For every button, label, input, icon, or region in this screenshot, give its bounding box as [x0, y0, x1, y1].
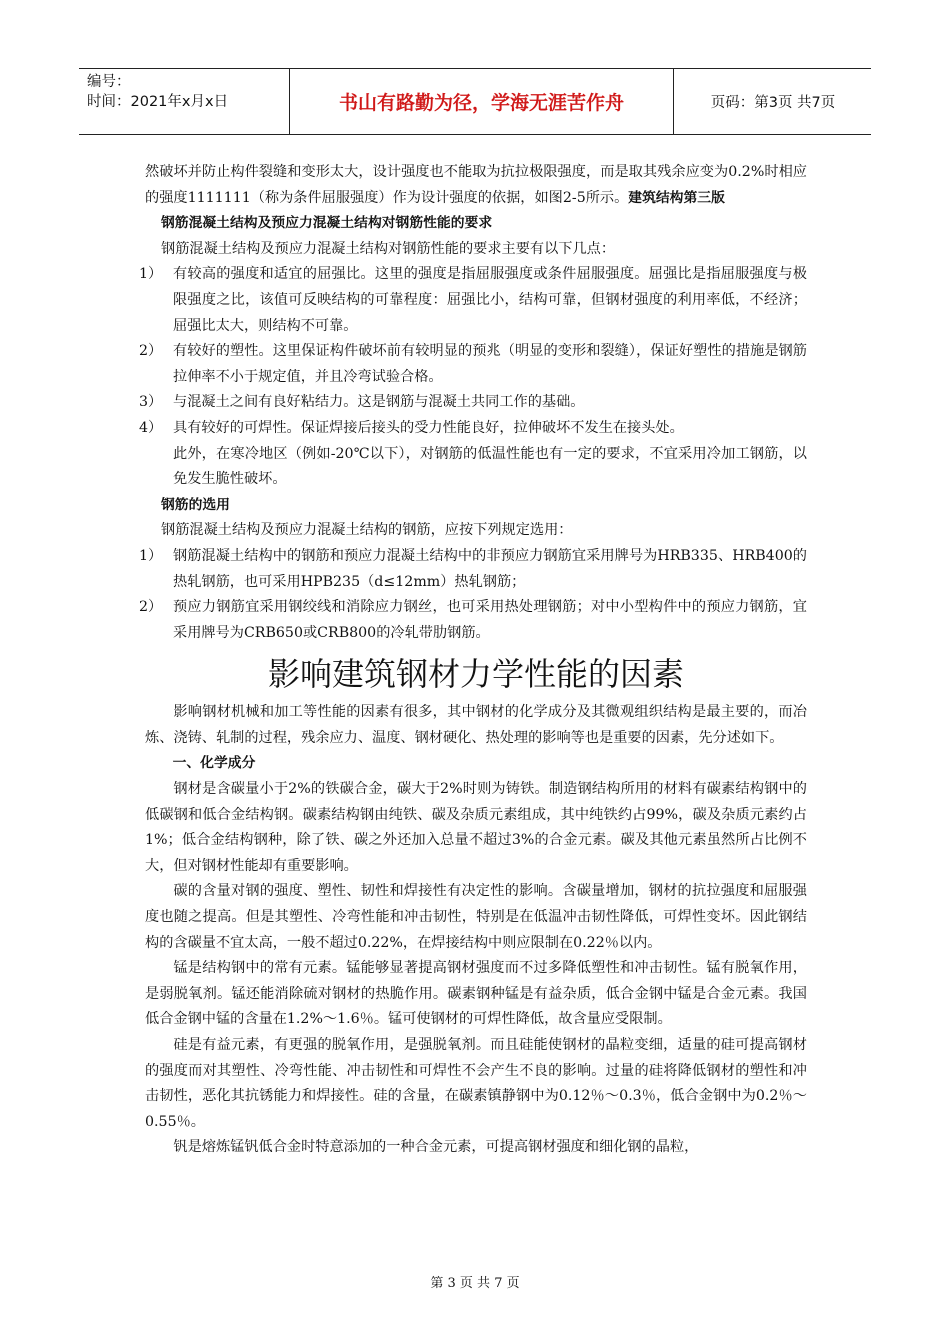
selection-item	[139, 544, 807, 595]
list-number: 1）	[139, 547, 163, 564]
requirement-item	[139, 416, 807, 442]
section-heading-requirements: 钢筋混凝土结构及预应力混凝土结构对钢筋性能的要求	[161, 215, 493, 232]
list-text: 有较高的强度和适宜的屈强比。这里的强度是指屈服强度或条件屈服强度。屈强比是指屈服强度与极限强度之比，该值可反映结构的可靠程度：屈强比小，结构可靠，但钢材强度的利用率低，不经济；屈强比太大，则结构不可靠。	[173, 266, 807, 334]
paragraph: 钒是熔炼锰钒低合金时特意添加的一种合金元素，可提高钢材强度和细化钢的晶粒，	[173, 1139, 699, 1156]
page-footer: 第 3 页 共 7 页	[430, 1276, 520, 1291]
selection-list	[139, 544, 807, 646]
list-number: 2）	[139, 599, 163, 616]
requirements-list	[139, 262, 807, 441]
list-text: 钢筋混凝土结构中的钢筋和预应力混凝土结构中的非预应力钢筋宜采用牌号为HRB335、HRB400的热轧钢筋，也可采用HPB235（d≤12mm）热轧钢筋；	[173, 547, 807, 590]
chemistry-paragraphs	[145, 777, 807, 1161]
page-header	[79, 68, 871, 134]
paragraph: 钢材是含碳量小于2%的铁碳合金，碳大于2%时则为铸铁。制造钢结构所用的材料有碳素结构钢中的低碳钢和低合金结构钢。碳素结构钢由纯铁、碳及杂质元素组成，其中纯铁约占99%，碳及杂质元素约占1%；低合金结构钢种，除了铁、碳之外还加入总量不超过3%的合金元素。碳及其他元素虽然所占比例不大，但对钢材性能却有重要影响。	[145, 781, 807, 874]
document-date: 时间：2021年x月x日	[87, 94, 229, 110]
chapter-intro: 影响钢材机械和加工等性能的因素有很多，其中钢材的化学成分及其微观组织结构是最主要的，而冶炼、浇铸、轧制的过程，残余应力、温度、钢材硬化、热处理的影响等也是重要的因素，先分述如下。	[145, 704, 807, 746]
requirements-note: 此外，在寒冷地区（例如-20℃以下），对钢筋的低温性能也有一定的要求，不宜采用冷加工钢筋，以免发生脆性破坏。	[173, 445, 807, 488]
header-bottom-rule	[79, 134, 871, 135]
paragraph: 硅是有益元素，有更强的脱氧作用，是强脱氧剂。而且硅能使钢材的晶粒变细，适量的硅可提高钢材的强度而对其塑性、冷弯性能、冲击韧性和可焊性不会产生不良的影响。过量的硅将降低钢材的塑性和冲击韧性，恶化其抗锈能力和焊接性。硅的含量，在碳素镇静钢中为0.12％～0.3％，低合金钢中为0.2％～0.55％。	[145, 1037, 807, 1130]
section-heading-chemistry: 一、化学成分	[172, 755, 256, 772]
list-number: 1）	[139, 266, 163, 283]
section-heading-selection: 钢筋的选用	[161, 496, 230, 513]
paragraph: 碳的含量对钢的强度、塑性、韧性和焊接性有决定性的影响。含碳量增加，钢材的抗拉强度和屈服强度也随之提高。但是其塑性、冷弯性能和冲击韧性，特别是在低温冲击韧性降低，可焊性变坏。因此钢结构的含碳量不宜太高，一般不超过0.22%，在焊接结构中则应限制在0.22％以内。	[145, 883, 807, 951]
document-number-label: 编号：	[87, 74, 131, 90]
selection-item	[139, 595, 807, 646]
header-motto: 书山有路勤为径，学海无涯苦作舟	[338, 91, 624, 114]
list-text: 与混凝土之间有良好粘结力。这是钢筋与混凝土共同工作的基础。	[173, 394, 585, 411]
paragraph: 锰是结构钢中的常有元素。锰能够显著提高钢材强度而不过多降低塑性和冲击韧性。锰有脱氧作用，是弱脱氧剂。锰还能消除硫对钢材的热脆作用。碳素钢种锰是有益杂质，低合金钢中锰是合金元素。我国低合金钢中锰的含量在1.2%～1.6％。锰可使钢材的可焊性降低，故含量应受限制。	[145, 960, 807, 1028]
list-text: 具有较好的可焊性。保证焊接后接头的受力性能良好，拉伸破坏不发生在接头处。	[173, 419, 684, 436]
list-text: 有较好的塑性。这里保证构件破坏前有较明显的预兆（明显的变形和裂缝），保证好塑性的措施是钢筋拉伸率不小于规定值，并且冷弯试验合格。	[173, 343, 807, 385]
requirement-item	[139, 390, 807, 416]
list-text: 预应力钢筋宜采用钢绞线和消除应力钢丝，也可采用热处理钢筋；对中小型构件中的预应力钢筋，宜采用牌号为CRB650或CRB800的冷轧带肋钢筋。	[173, 599, 807, 641]
requirement-item	[139, 262, 807, 339]
list-number: 3）	[139, 394, 163, 411]
list-number: 2）	[139, 343, 163, 360]
paragraph: 然破坏并防止构件裂缝和变形太大，设计强度也不能取为抗拉极限强度，而是取其残余应变为0.2%时相应的强度1111111（称为条件屈服强度）作为设计强度的依据，如图2-5所示。建筑结构第三版	[145, 164, 807, 206]
document-body	[139, 160, 807, 1161]
header-page-info: 页码：第3页 共7页	[710, 94, 836, 111]
list-number: 4）	[139, 419, 163, 436]
requirements-intro: 钢筋混凝土结构及预应力混凝土结构对钢筋性能的要求主要有以下几点：	[161, 240, 616, 257]
requirement-item	[139, 339, 807, 390]
chapter-title: 影响建筑钢材力学性能的因素	[267, 655, 684, 694]
bold-note: 建筑结构第三版	[628, 189, 725, 206]
header-meta	[87, 72, 228, 112]
selection-intro: 钢筋混凝土结构及预应力混凝土结构的钢筋，应按下列规定选用：	[161, 522, 573, 539]
